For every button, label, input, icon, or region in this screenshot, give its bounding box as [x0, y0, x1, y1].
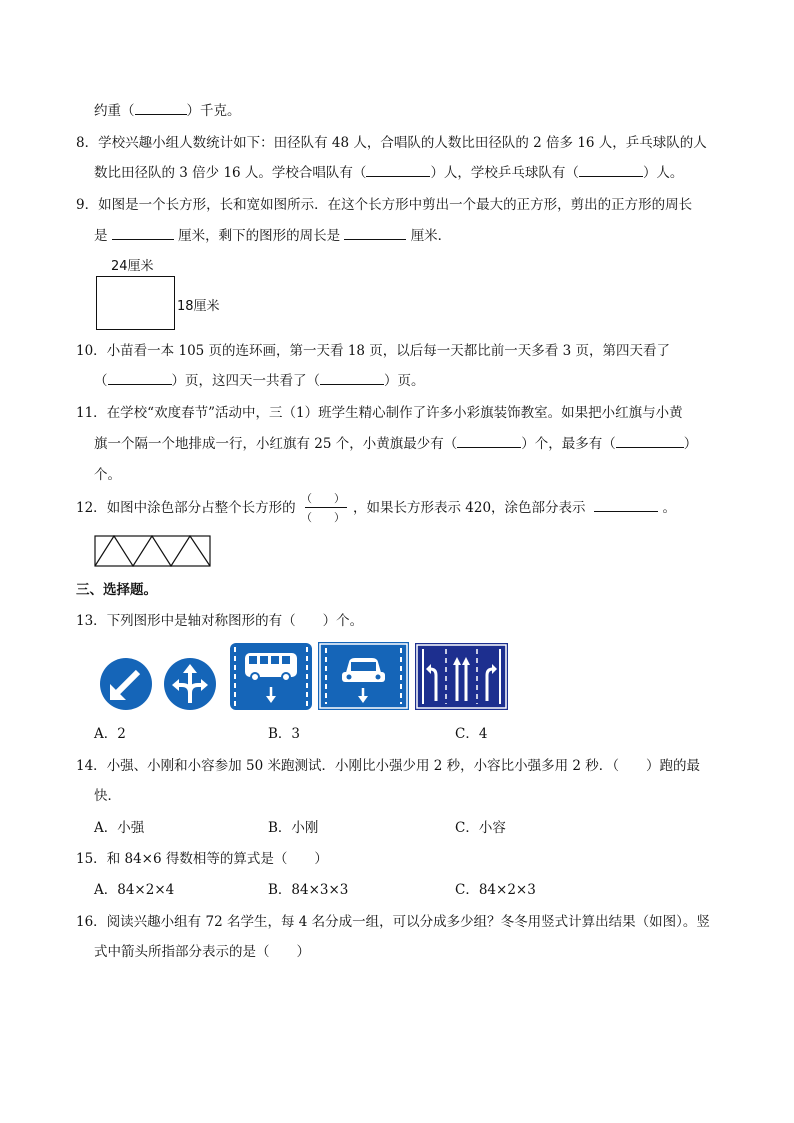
fraction-bar: [305, 507, 347, 508]
answer-blank[interactable]: [579, 163, 643, 177]
option-b[interactable]: B．3: [268, 726, 301, 742]
answer-blank[interactable]: [112, 226, 174, 240]
answer-blank[interactable]: [135, 101, 187, 115]
question-12-text-continued: ，如果长方形表示 420，涂色部分表示 。: [353, 500, 676, 516]
question-16-line2: 式中箭头所指部分表示的是（ ）: [94, 944, 310, 960]
car-lane-sign-icon: [318, 642, 409, 710]
rectangle-length-label: 24厘米: [111, 259, 154, 274]
question-15-text: 15．和 84×6 得数相等的算式是（ ）: [76, 851, 328, 867]
option-a[interactable]: A．2: [94, 726, 126, 742]
question-12-text: 12．如图中涂色部分占整个长方形的: [76, 500, 296, 516]
fraction-denominator: （ ）: [301, 511, 345, 524]
answer-blank[interactable]: [594, 498, 658, 512]
option-c[interactable]: C．84×2×3: [455, 882, 536, 898]
keep-left-sign-icon: [97, 655, 155, 713]
question-11-line1: 11．在学校“欢度春节”活动中，三（1）班学生精心制作了许多小彩旗装饰教室。如果把小红旗与小黄: [76, 405, 683, 421]
zigzag-rectangle-figure: [94, 535, 212, 568]
question-13-text: 13．下列图形中是轴对称图形的有（ ）个。: [76, 613, 364, 629]
question-9-line1: 9．如图是一个长方形，长和宽如图所示．在这个长方形中剪出一个最大的正方形，剪出的正方形的周长: [76, 197, 693, 213]
question-10-line2: （ ）页，这四天一共看了（ ）页。: [94, 373, 425, 389]
question-11-line2: 旗一个隔一个地排成一行，小红旗有 25 个，小黄旗最少有（ ）个，最多有（ ）: [94, 436, 698, 452]
lane-direction-sign-icon: [415, 643, 508, 710]
option-b[interactable]: B．84×3×3: [268, 882, 349, 898]
question-8-line2: 数比田径队的 3 倍少 16 人。学校合唱队有（ ）人，学校乒乓球队有（ ）人。: [94, 165, 684, 181]
fraction-numerator: （ ）: [301, 492, 345, 505]
section-3-title: 三、选择题。: [76, 582, 157, 598]
question-10-line1: 10．小苗看一本 105 页的连环画，第一天看 18 页，以后每一天都比前一天多看 3 页，第四天看了: [76, 343, 670, 359]
question-8-line1: 8．学校兴趣小组人数统计如下：田径队有 48 人，合唱队的人数比田径队的 2 倍多 16 人，乒乓球队的人: [76, 135, 707, 151]
answer-blank[interactable]: [366, 163, 430, 177]
answer-blank[interactable]: [108, 371, 172, 385]
q7-continuation: 约重（ ）千克。: [94, 103, 241, 119]
answer-blank[interactable]: [457, 434, 521, 448]
option-b[interactable]: B．小刚: [268, 820, 319, 836]
option-a[interactable]: A．84×2×4: [94, 882, 175, 898]
fraction-blank[interactable]: [301, 491, 351, 525]
answer-blank[interactable]: [616, 434, 684, 448]
question-9-line2: 是 厘米，剩下的图形的周长是 厘米．: [94, 228, 452, 244]
question-11-line3: 个。: [94, 467, 121, 483]
question-16-line1: 16．阅读兴趣小组有 72 名学生，每 4 名分成一组，可以分成多少组？冬冬用竖式计算出结果（如图）。竖: [76, 914, 710, 930]
rectangle-figure: [96, 276, 175, 330]
bus-lane-sign-icon: [230, 643, 312, 710]
answer-blank[interactable]: [344, 226, 406, 240]
answer-blank[interactable]: [320, 371, 384, 385]
option-c[interactable]: C．4: [455, 726, 488, 742]
question-14-line2: 快．: [94, 788, 121, 804]
rectangle-width-label: 18厘米: [177, 299, 220, 314]
straight-or-turn-sign-icon: [161, 655, 219, 713]
option-a[interactable]: A．小强: [94, 820, 145, 836]
question-14-line1: 14．小强、小刚和小容参加 50 米跑测试．小刚比小强少用 2 秒，小容比小强多用 2 秒．（ ）跑的最: [76, 758, 701, 774]
option-c[interactable]: C．小容: [455, 820, 506, 836]
